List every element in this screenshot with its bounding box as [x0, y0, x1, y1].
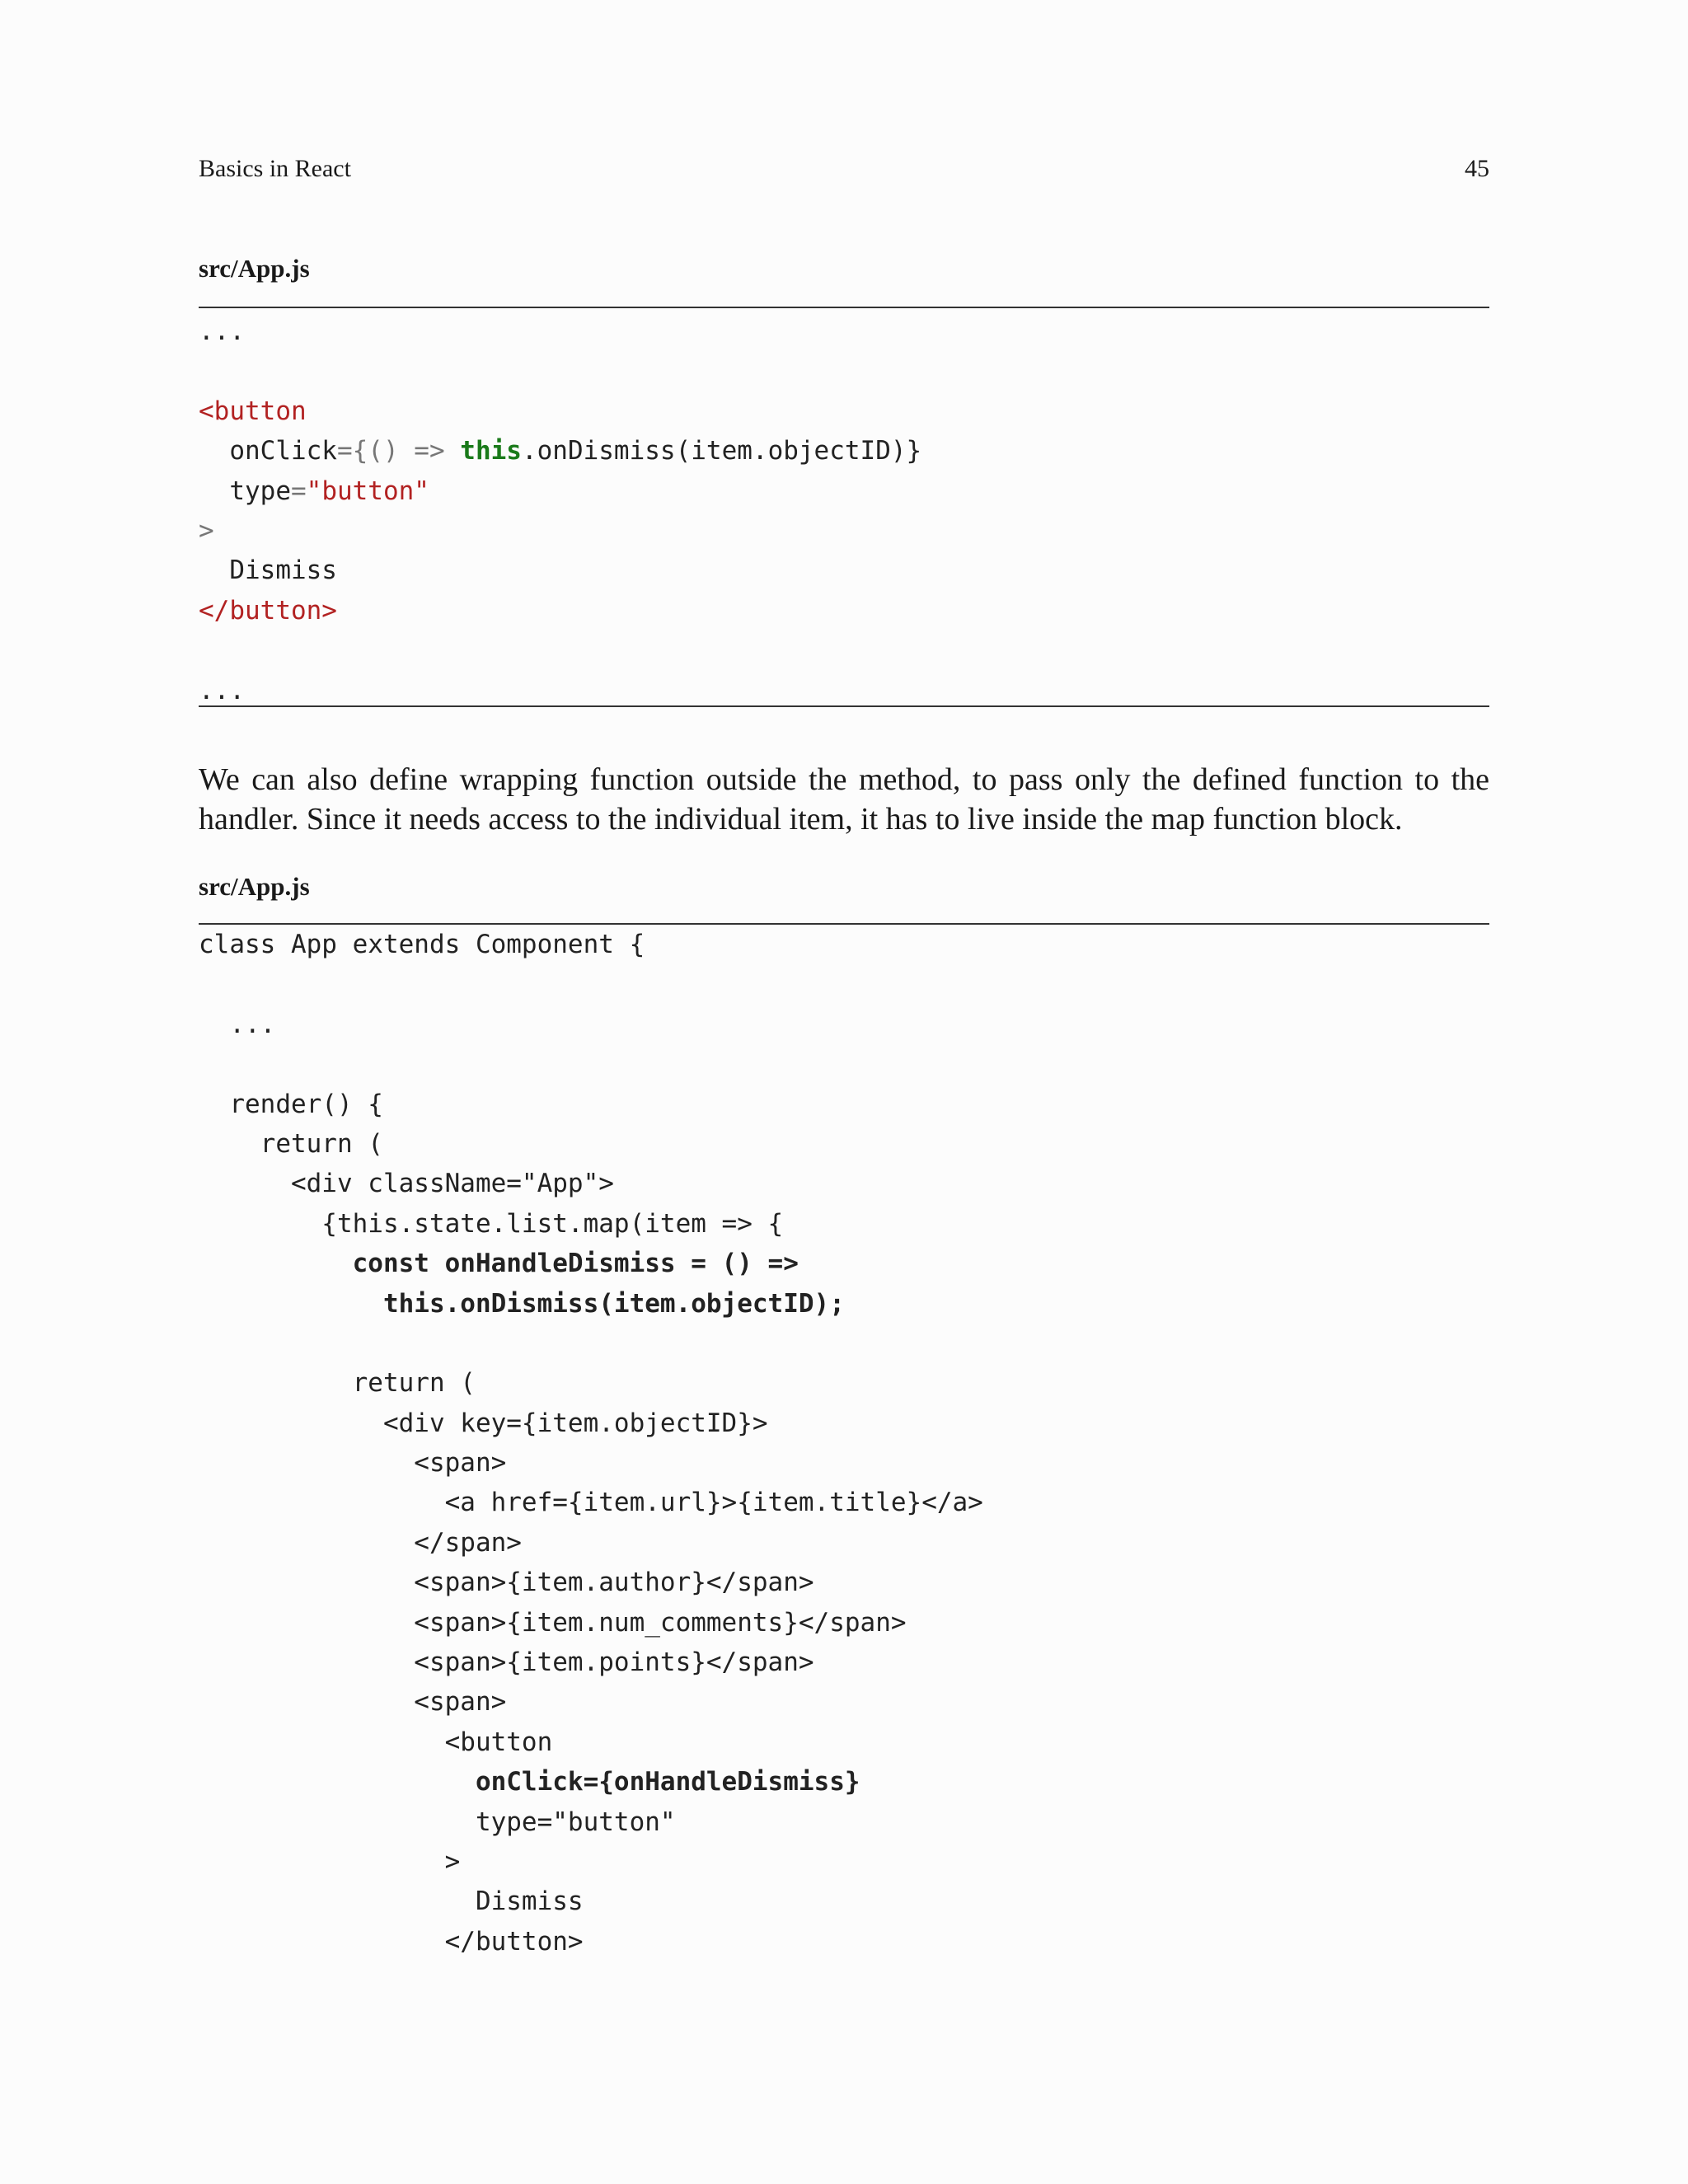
- code-line: [199, 591, 921, 630]
- page-number: 45: [1465, 155, 1489, 182]
- code-line: <span>{item.num_comments}</span>: [199, 1607, 907, 1638]
- code-line: type="button": [199, 1807, 676, 1837]
- code-block: [199, 925, 983, 1961]
- code-line: </span>: [199, 1527, 522, 1558]
- code-line: [199, 431, 921, 471]
- listing-caption: src/App.js: [199, 872, 310, 901]
- code-string: "button": [306, 476, 429, 506]
- code-line: >: [199, 1846, 461, 1877]
- code-line: ...: [199, 675, 245, 705]
- code-line: [199, 1044, 983, 1084]
- code-line: render() {: [199, 1089, 383, 1119]
- code-line: <span>: [199, 1448, 507, 1479]
- code-line: [199, 391, 921, 431]
- code-line: Dismiss: [199, 1886, 584, 1917]
- code-token: .onDismiss(item.objectID)}: [521, 436, 922, 466]
- code-line: <span>{item.points}</span>: [199, 1647, 814, 1678]
- code-block: [199, 312, 921, 710]
- chapter-title: Basics in React: [199, 155, 351, 182]
- code-line: <a href={item.url}>{item.title}</a>: [199, 1488, 983, 1518]
- code-line: <span>: [199, 1687, 507, 1718]
- code-rule-bottom: [199, 705, 1489, 707]
- running-header: [199, 155, 1489, 183]
- code-token: <button: [199, 396, 307, 426]
- code-line: [199, 471, 921, 511]
- code-line: >: [199, 515, 214, 546]
- code-line: class App extends Component {: [199, 930, 645, 959]
- code-line: <button: [199, 1727, 553, 1757]
- code-line: [199, 964, 983, 1004]
- code-line: ...: [199, 1009, 276, 1039]
- code-line: [199, 630, 921, 670]
- code-token: type: [199, 476, 291, 506]
- code-line: return (: [199, 1128, 383, 1159]
- code-line-highlighted: const onHandleDismiss = () =>: [199, 1249, 799, 1279]
- code-line: <div key={item.objectID}>: [199, 1408, 768, 1438]
- code-line: <span>{item.author}</span>: [199, 1568, 814, 1598]
- code-line: {this.state.list.map(item => {: [199, 1208, 784, 1239]
- body-paragraph: We can also define wrapping function outside the method, to pass only the defined function to the handler. Since it needs access to the individual item, it has to live inside the map function block.: [199, 762, 1489, 837]
- code-keyword: this: [460, 436, 522, 466]
- code-line-highlighted: onClick={onHandleDismiss}: [199, 1767, 860, 1797]
- code-token: </button>: [199, 595, 337, 626]
- code-line: ...: [199, 316, 245, 346]
- code-line: return (: [199, 1368, 476, 1399]
- code-line-highlighted: this.onDismiss(item.objectID);: [199, 1288, 845, 1319]
- code-line: [199, 351, 921, 391]
- code-line: </button>: [199, 1926, 584, 1957]
- code-token: ={() =>: [336, 436, 461, 466]
- code-rule-top: [199, 307, 1489, 308]
- code-line: [199, 1324, 983, 1363]
- code-token: onClick: [199, 436, 337, 466]
- code-line: Dismiss: [199, 555, 337, 586]
- code-token: =: [290, 476, 307, 506]
- code-line: <div className="App">: [199, 1169, 614, 1199]
- listing-caption: src/App.js: [199, 254, 310, 283]
